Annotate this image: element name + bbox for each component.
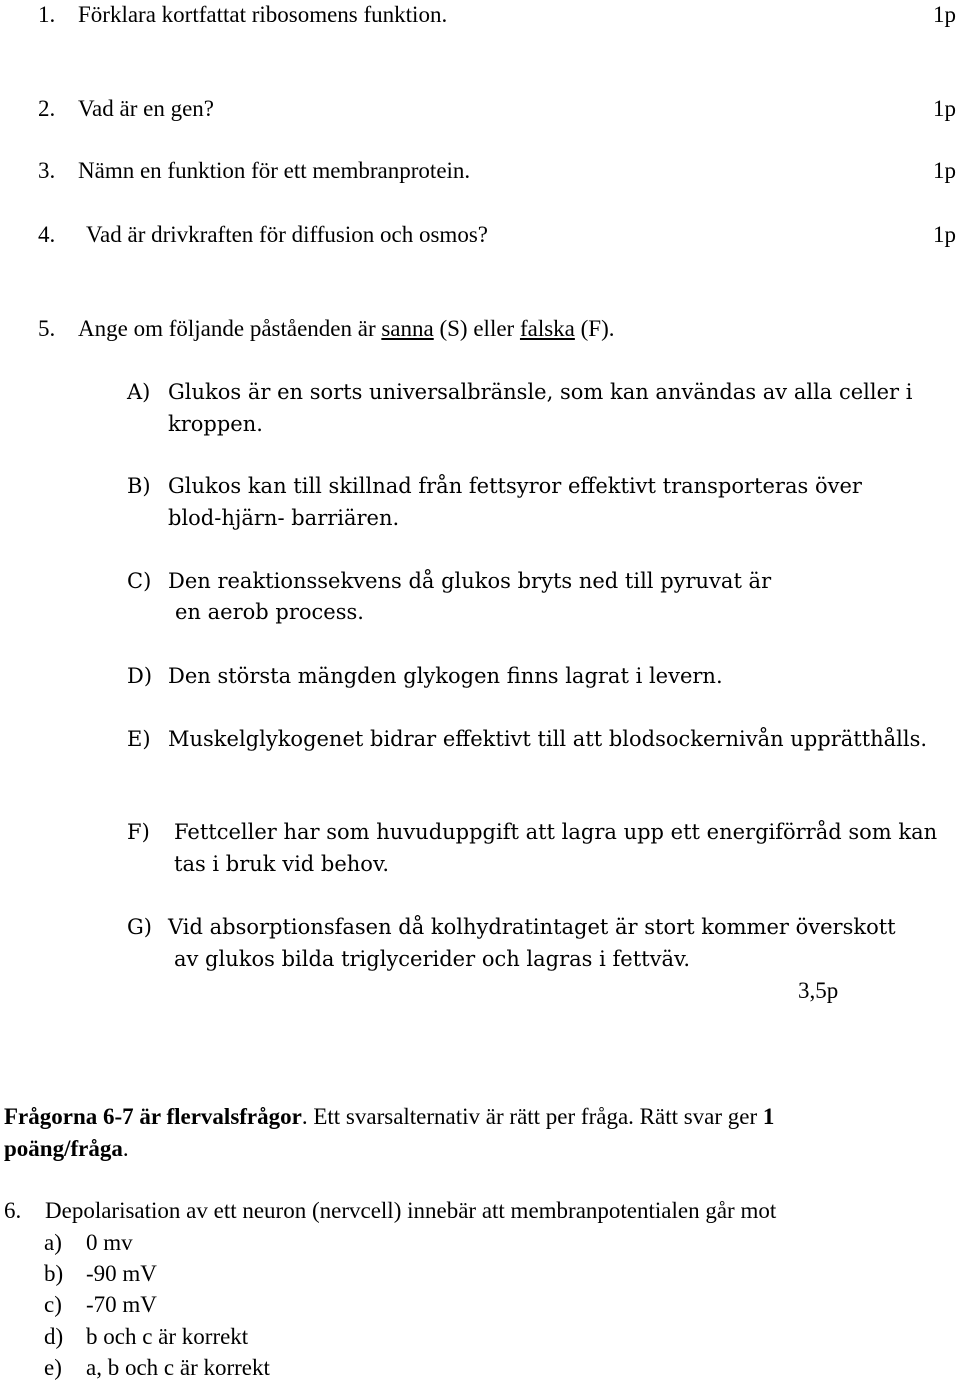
option-text: a, b och c är korrekt xyxy=(86,1355,270,1380)
option-label: b) xyxy=(44,1261,64,1286)
option-text: -90 mV xyxy=(86,1261,157,1286)
option-label: a) xyxy=(44,1230,62,1255)
statement-label: G) xyxy=(127,915,152,939)
question-text: Depolarisation av ett neuron (nervcell) innebär att membranpotentialen går mot xyxy=(45,1198,777,1223)
question-points: 1p xyxy=(933,222,956,247)
statement-line: tas i bruk vid behov. xyxy=(174,852,389,876)
statement-line: en aerob process. xyxy=(175,600,364,624)
mc-intro-points-value: 1 xyxy=(762,1104,775,1129)
option-text: 0 mv xyxy=(86,1230,133,1255)
option-label: d) xyxy=(44,1324,64,1349)
statement-label: C) xyxy=(127,569,152,593)
statement-label: A) xyxy=(127,380,151,404)
statement-line: Den reaktionssekvens då glukos bryts ned till pyruvat är xyxy=(168,569,772,593)
statement-line: Den största mängden glykogen finns lagrat i levern. xyxy=(168,664,723,688)
mc-intro-line-1 xyxy=(4,1102,774,1132)
mc-intro-text: . Ett svarsalternativ är rätt per fråga. Rätt svar ger xyxy=(301,1104,763,1129)
statement-line: av glukos bilda triglycerider och lagras i fettväv. xyxy=(174,947,691,971)
statement-line: Fettceller har som huvuduppgift att lagra upp ett energiförråd som kan xyxy=(174,820,938,844)
question-number: 1. xyxy=(38,2,56,27)
question-number: 6. xyxy=(4,1198,22,1223)
question-text: Vad är drivkraften för diffusion och osmos? xyxy=(86,222,488,247)
statement-line: Muskelglykogenet bidrar effektivt till att blodsockernivån upprätthålls. xyxy=(168,727,928,751)
question-number: 2. xyxy=(38,96,56,121)
q5-prefix: Ange om följande påståenden är xyxy=(78,316,382,341)
question-points: 1p xyxy=(933,158,956,183)
mc-intro-bold: Frågorna 6-7 är flervalsfrågor xyxy=(4,1104,302,1129)
mc-intro-line-2 xyxy=(4,1134,129,1164)
question-text: Förklara kortfattat ribosomens funktion. xyxy=(78,2,448,27)
statement-line: Vid absorptionsfasen då kolhydratintaget är stort kommer överskott xyxy=(168,915,896,939)
question-points: 1p xyxy=(933,96,956,121)
statement-line: Glukos kan till skillnad från fettsyror effektivt transporteras över xyxy=(168,474,862,498)
question-number: 5. xyxy=(38,316,56,341)
option-label: e) xyxy=(44,1355,62,1380)
option-text: -70 mV xyxy=(86,1292,157,1317)
question-points: 1p xyxy=(933,2,956,27)
statement-line: Glukos är en sorts universalbränsle, som kan användas av alla celler i xyxy=(168,380,913,404)
statement-label: D) xyxy=(127,664,153,688)
q5-falska: falska xyxy=(519,316,575,341)
q5-mid: (S) eller xyxy=(433,316,520,341)
question-points: 3,5p xyxy=(798,978,839,1003)
question-number: 3. xyxy=(38,158,56,183)
mc-intro-points-unit: poäng/fråga xyxy=(4,1136,123,1161)
q5-suffix: (F). xyxy=(574,316,615,341)
statement-line: blod-hjärn- barriären. xyxy=(168,506,400,530)
question-text xyxy=(78,314,615,344)
option-label: c) xyxy=(44,1292,62,1317)
statement-label: E) xyxy=(127,727,151,751)
statement-line: kroppen. xyxy=(168,412,263,436)
statement-label: F) xyxy=(127,820,150,844)
option-text: b och c är korrekt xyxy=(86,1324,249,1349)
mc-intro-period: . xyxy=(122,1136,129,1161)
question-text: Vad är en gen? xyxy=(78,96,215,121)
question-text: Nämn en funktion för ett membranprotein. xyxy=(78,158,471,183)
statement-label: B) xyxy=(127,474,151,498)
q5-sanna: sanna xyxy=(381,316,434,341)
question-number: 4. xyxy=(38,222,56,247)
